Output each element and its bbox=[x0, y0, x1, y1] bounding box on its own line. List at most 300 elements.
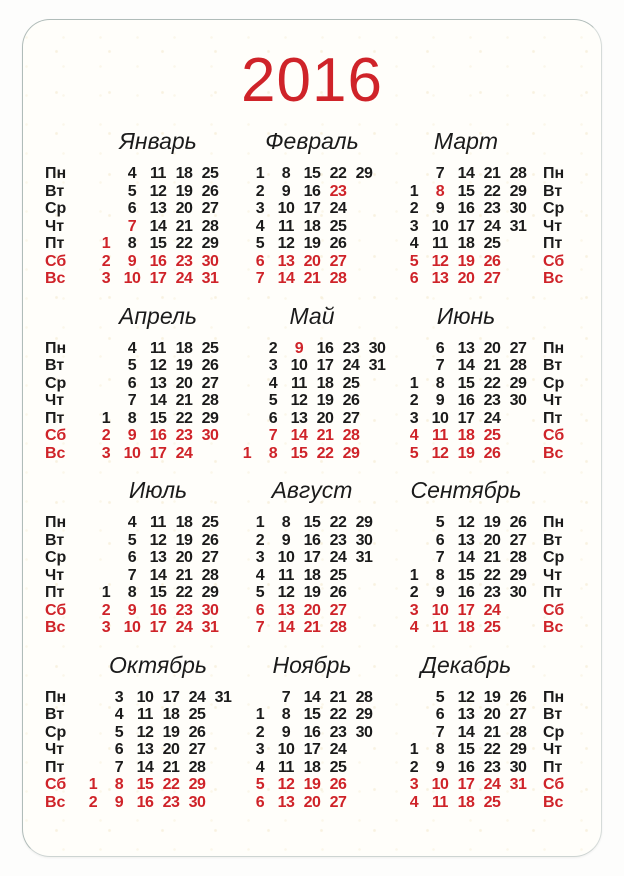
day-cell-empty bbox=[93, 183, 119, 201]
day-cell: 21 bbox=[303, 270, 321, 287]
day-cell: 8 bbox=[127, 584, 137, 601]
day-cell: 16 bbox=[457, 392, 475, 409]
day-cell: 4 bbox=[255, 758, 265, 776]
day-cell: 13 bbox=[149, 374, 167, 392]
day-cell: 11 bbox=[432, 619, 448, 636]
day-cell: 26 bbox=[509, 688, 527, 706]
month-grid bbox=[93, 340, 223, 463]
day-cell: 27 bbox=[509, 531, 527, 549]
day-cell-empty bbox=[210, 794, 236, 812]
day-cell: 8 bbox=[127, 409, 137, 427]
day-cell-empty bbox=[234, 375, 260, 393]
day-cell: 19 bbox=[175, 531, 193, 549]
week-row bbox=[401, 532, 531, 550]
day-cell: 23 bbox=[483, 758, 501, 776]
week-row bbox=[401, 706, 531, 724]
day-cell: 31 bbox=[201, 619, 219, 636]
day-cell: 5 bbox=[435, 688, 445, 706]
week-row bbox=[401, 759, 531, 777]
day-cell: 4 bbox=[114, 706, 124, 723]
day-cell: 5 bbox=[435, 514, 445, 531]
day-cell: 14 bbox=[149, 217, 167, 235]
day-cell: 22 bbox=[175, 409, 193, 427]
day-cell: 2 bbox=[101, 252, 111, 270]
day-cell: 17 bbox=[457, 217, 475, 235]
week-row bbox=[401, 514, 531, 532]
week-row bbox=[93, 445, 223, 463]
day-cell: 21 bbox=[329, 688, 347, 706]
week-row bbox=[247, 183, 377, 201]
week-row bbox=[401, 794, 531, 812]
weekday-labels-left bbox=[45, 477, 81, 637]
day-cell: 17 bbox=[303, 741, 321, 758]
day-cell: 26 bbox=[201, 357, 219, 374]
day-cell-empty bbox=[351, 794, 377, 812]
day-cell: 19 bbox=[483, 688, 501, 706]
day-cell-empty bbox=[364, 427, 390, 445]
month-октябрь bbox=[81, 652, 235, 812]
day-cell-empty bbox=[505, 445, 531, 463]
week-row bbox=[401, 619, 531, 637]
month-name: Февраль bbox=[265, 128, 359, 154]
day-cell: 27 bbox=[201, 549, 219, 566]
day-cell: 5 bbox=[255, 584, 265, 601]
day-cell: 17 bbox=[457, 601, 475, 619]
day-cell: 18 bbox=[175, 339, 193, 357]
week-row bbox=[93, 357, 223, 375]
day-cell: 15 bbox=[290, 444, 308, 462]
weekday-label: Вс bbox=[45, 793, 66, 811]
day-cell: 31 bbox=[214, 688, 232, 706]
day-cell: 21 bbox=[175, 217, 193, 235]
month-июнь bbox=[389, 303, 543, 463]
day-cell: 8 bbox=[435, 182, 445, 200]
year-title: 2016 bbox=[241, 46, 383, 115]
day-cell: 24 bbox=[483, 217, 501, 235]
weekday-label: Вт bbox=[45, 182, 65, 200]
day-cell: 1 bbox=[255, 514, 265, 531]
day-cell: 27 bbox=[509, 706, 527, 723]
day-cell: 18 bbox=[457, 793, 475, 811]
day-cell-empty bbox=[505, 794, 531, 812]
weekday-labels-spacer bbox=[543, 477, 579, 514]
month-name: Сентябрь bbox=[410, 477, 522, 503]
day-cell: 31 bbox=[201, 270, 219, 287]
day-cell: 12 bbox=[277, 776, 295, 793]
day-cell: 17 bbox=[303, 549, 321, 566]
weekday-label: Сб bbox=[45, 601, 67, 619]
day-cell: 14 bbox=[457, 549, 475, 566]
day-cell: 8 bbox=[268, 444, 278, 462]
weekday-label: Вс bbox=[543, 619, 564, 636]
day-cell: 29 bbox=[201, 584, 219, 601]
day-cell: 11 bbox=[278, 758, 294, 776]
day-cell: 24 bbox=[483, 601, 501, 619]
day-cell: 19 bbox=[457, 444, 475, 462]
week-row bbox=[401, 689, 531, 707]
day-cell: 27 bbox=[483, 270, 501, 287]
week-row bbox=[93, 270, 223, 288]
day-cell: 27 bbox=[329, 252, 347, 270]
day-cell: 8 bbox=[281, 706, 291, 723]
month-name: Май bbox=[289, 302, 335, 329]
week-row bbox=[401, 549, 531, 567]
day-cell: 25 bbox=[329, 566, 347, 584]
day-cell: 14 bbox=[457, 723, 475, 741]
week-row bbox=[93, 200, 223, 218]
weekday-labels-right bbox=[543, 303, 579, 463]
day-cell: 25 bbox=[201, 514, 219, 531]
week-row bbox=[247, 567, 377, 585]
month-июль bbox=[81, 477, 235, 637]
day-cell: 3 bbox=[255, 741, 265, 758]
weekday-label: Пт bbox=[543, 235, 563, 252]
day-cell: 19 bbox=[175, 182, 193, 200]
day-cell: 18 bbox=[175, 165, 193, 182]
weekday-label: Чт bbox=[543, 741, 563, 758]
day-cell-empty bbox=[234, 340, 260, 358]
weekday-labels-right bbox=[543, 652, 579, 812]
week-row bbox=[93, 584, 223, 602]
day-cell: 18 bbox=[175, 514, 193, 531]
day-cell: 28 bbox=[509, 723, 527, 741]
day-cell-empty bbox=[93, 392, 119, 410]
day-cell: 28 bbox=[342, 427, 360, 444]
day-cell: 26 bbox=[509, 514, 527, 531]
day-cell: 19 bbox=[303, 584, 321, 601]
day-cell-empty bbox=[351, 183, 377, 201]
week-row bbox=[247, 235, 377, 253]
day-cell: 24 bbox=[175, 444, 193, 462]
day-cell: 13 bbox=[290, 409, 308, 427]
day-cell: 26 bbox=[329, 235, 347, 252]
day-cell: 21 bbox=[483, 357, 501, 374]
day-cell: 24 bbox=[175, 619, 193, 636]
day-cell-empty bbox=[247, 689, 273, 707]
day-cell-empty bbox=[351, 253, 377, 271]
day-cell-empty bbox=[234, 392, 260, 410]
day-cell-empty bbox=[364, 375, 390, 393]
day-cell: 22 bbox=[483, 182, 501, 200]
week-row bbox=[93, 549, 223, 567]
day-cell: 24 bbox=[483, 409, 501, 427]
month-name: Ноябрь bbox=[272, 651, 352, 678]
day-cell: 5 bbox=[255, 235, 265, 252]
day-cell: 15 bbox=[149, 235, 167, 252]
weekday-labels-spacer bbox=[543, 303, 579, 340]
day-cell-empty bbox=[364, 445, 390, 463]
day-cell: 23 bbox=[329, 531, 347, 549]
weekday-label: Пт bbox=[543, 584, 563, 601]
day-cell-empty bbox=[401, 689, 427, 707]
day-cell: 30 bbox=[201, 427, 219, 444]
weekday-label: Пн bbox=[45, 165, 67, 182]
day-cell: 12 bbox=[290, 392, 308, 409]
day-cell: 17 bbox=[303, 200, 321, 217]
day-cell: 30 bbox=[368, 339, 386, 357]
week-row bbox=[247, 165, 377, 183]
week-row bbox=[247, 200, 377, 218]
day-cell: 12 bbox=[136, 723, 154, 741]
day-cell: 12 bbox=[149, 357, 167, 374]
week-row bbox=[247, 253, 377, 271]
day-cell: 21 bbox=[162, 758, 180, 776]
day-cell: 13 bbox=[149, 200, 167, 217]
day-cell: 18 bbox=[162, 706, 180, 723]
day-cell: 11 bbox=[150, 514, 166, 531]
day-cell: 28 bbox=[201, 217, 219, 235]
day-cell: 2 bbox=[255, 531, 265, 549]
day-cell: 24 bbox=[342, 357, 360, 374]
day-cell: 29 bbox=[509, 182, 527, 200]
weekday-label: Вс bbox=[543, 793, 564, 811]
weekday-label: Вт bbox=[543, 531, 563, 549]
day-cell: 19 bbox=[303, 235, 321, 252]
weekday-label: Сб bbox=[543, 776, 565, 793]
day-cell: 16 bbox=[149, 427, 167, 444]
day-cell: 18 bbox=[457, 427, 475, 444]
day-cell: 11 bbox=[150, 339, 166, 357]
day-cell-empty bbox=[210, 724, 236, 742]
calendar-card bbox=[22, 19, 602, 857]
day-cell: 22 bbox=[329, 706, 347, 723]
weekday-label: Ср bbox=[543, 549, 565, 566]
month-grid bbox=[93, 514, 223, 637]
day-cell: 6 bbox=[255, 793, 265, 811]
week-row bbox=[93, 532, 223, 550]
day-cell: 11 bbox=[432, 235, 448, 252]
day-cell: 24 bbox=[175, 270, 193, 287]
day-cell-empty bbox=[234, 410, 260, 428]
weekday-label: Чт bbox=[543, 392, 563, 409]
day-cell: 14 bbox=[136, 758, 154, 776]
day-cell: 1 bbox=[255, 165, 265, 182]
week-row bbox=[247, 759, 377, 777]
day-cell: 23 bbox=[483, 392, 501, 409]
day-cell-empty bbox=[80, 724, 106, 742]
day-cell-empty bbox=[351, 619, 377, 637]
day-cell: 31 bbox=[509, 217, 527, 235]
month-name: Август bbox=[271, 477, 353, 503]
day-cell: 5 bbox=[114, 723, 124, 741]
day-cell: 20 bbox=[303, 793, 321, 811]
day-cell: 6 bbox=[127, 549, 137, 566]
weekday-label: Пн bbox=[543, 165, 565, 182]
day-cell: 2 bbox=[101, 427, 111, 444]
weekday-label: Чт bbox=[45, 392, 65, 409]
weekday-label: Ср bbox=[45, 200, 67, 217]
day-cell: 19 bbox=[457, 252, 475, 270]
day-cell: 30 bbox=[201, 252, 219, 270]
day-cell: 10 bbox=[277, 549, 295, 566]
day-cell: 16 bbox=[303, 182, 321, 200]
day-cell: 11 bbox=[432, 793, 448, 811]
day-cell: 25 bbox=[342, 374, 360, 392]
day-cell-empty bbox=[364, 392, 390, 410]
day-cell: 2 bbox=[409, 584, 419, 601]
day-cell-empty bbox=[93, 165, 119, 183]
month-name: Июнь bbox=[436, 302, 496, 329]
week-row bbox=[93, 253, 223, 271]
day-cell: 23 bbox=[483, 584, 501, 601]
week-row bbox=[401, 567, 531, 585]
day-cell: 2 bbox=[255, 723, 265, 741]
day-cell-empty bbox=[80, 706, 106, 724]
day-cell: 19 bbox=[162, 723, 180, 741]
month-name: Январь bbox=[119, 128, 197, 154]
weekday-label: Пн bbox=[543, 688, 565, 706]
day-cell: 22 bbox=[175, 235, 193, 252]
day-cell: 23 bbox=[175, 427, 193, 444]
weekday-label: Пт bbox=[45, 409, 65, 427]
weekday-label: Ср bbox=[45, 723, 67, 741]
month-grid bbox=[247, 514, 377, 637]
day-cell: 10 bbox=[277, 200, 295, 217]
day-cell: 6 bbox=[127, 374, 137, 392]
day-cell: 15 bbox=[149, 584, 167, 601]
day-cell: 11 bbox=[432, 427, 448, 444]
day-cell: 22 bbox=[162, 776, 180, 793]
day-cell: 6 bbox=[435, 706, 445, 723]
weekday-label: Чт bbox=[45, 566, 65, 584]
week-row bbox=[80, 741, 236, 759]
week-row bbox=[80, 706, 236, 724]
day-cell: 25 bbox=[201, 339, 219, 357]
day-cell: 16 bbox=[149, 601, 167, 619]
weekday-label: Пн bbox=[543, 339, 565, 357]
day-cell: 20 bbox=[483, 339, 501, 357]
day-cell: 25 bbox=[483, 235, 501, 252]
day-cell: 14 bbox=[149, 392, 167, 409]
day-cell: 23 bbox=[483, 200, 501, 217]
day-cell: 17 bbox=[149, 619, 167, 636]
day-cell: 3 bbox=[101, 270, 111, 287]
month-апрель bbox=[81, 303, 235, 463]
day-cell: 10 bbox=[431, 776, 449, 793]
day-cell: 3 bbox=[409, 601, 419, 619]
week-row bbox=[247, 619, 377, 637]
day-cell: 1 bbox=[409, 182, 419, 200]
week-row bbox=[234, 357, 390, 375]
day-cell: 14 bbox=[457, 165, 475, 182]
day-cell: 28 bbox=[201, 392, 219, 409]
day-cell: 9 bbox=[435, 392, 445, 409]
month-февраль bbox=[235, 128, 389, 288]
month-name: Октябрь bbox=[108, 651, 208, 678]
week-row bbox=[401, 200, 531, 218]
day-cell: 19 bbox=[483, 514, 501, 531]
day-cell: 28 bbox=[509, 357, 527, 374]
week-row bbox=[93, 340, 223, 358]
day-cell: 9 bbox=[114, 793, 124, 811]
day-cell: 27 bbox=[201, 200, 219, 217]
day-cell-empty bbox=[93, 357, 119, 375]
day-cell: 20 bbox=[483, 531, 501, 549]
day-cell: 5 bbox=[127, 531, 137, 549]
day-cell-empty bbox=[401, 724, 427, 742]
day-cell: 29 bbox=[188, 776, 206, 793]
day-cell: 7 bbox=[435, 357, 445, 374]
week-row bbox=[401, 253, 531, 271]
month-grid bbox=[234, 340, 390, 463]
day-cell: 29 bbox=[509, 741, 527, 758]
day-cell: 20 bbox=[175, 200, 193, 217]
day-cell: 10 bbox=[277, 741, 295, 758]
month-band bbox=[45, 303, 579, 463]
day-cell: 7 bbox=[435, 165, 445, 182]
day-cell: 27 bbox=[329, 793, 347, 811]
week-row bbox=[247, 741, 377, 759]
day-cell: 29 bbox=[342, 444, 360, 462]
weekday-labels-right bbox=[543, 128, 579, 288]
day-cell: 7 bbox=[127, 566, 137, 584]
week-row bbox=[401, 427, 531, 445]
day-cell-empty bbox=[234, 427, 260, 445]
week-row bbox=[93, 619, 223, 637]
day-cell: 4 bbox=[268, 374, 278, 392]
day-cell: 15 bbox=[457, 741, 475, 758]
day-cell: 22 bbox=[483, 741, 501, 758]
day-cell: 26 bbox=[188, 723, 206, 741]
day-cell: 23 bbox=[342, 339, 360, 357]
day-cell: 3 bbox=[255, 549, 265, 566]
day-cell: 15 bbox=[303, 514, 321, 531]
day-cell: 14 bbox=[457, 357, 475, 374]
day-cell: 5 bbox=[127, 357, 137, 374]
month-grid bbox=[401, 514, 531, 637]
month-январь bbox=[81, 128, 235, 288]
week-row bbox=[401, 602, 531, 620]
day-cell: 22 bbox=[329, 514, 347, 531]
day-cell: 25 bbox=[329, 217, 347, 235]
day-cell: 19 bbox=[175, 357, 193, 374]
day-cell: 25 bbox=[329, 758, 347, 776]
week-row bbox=[234, 340, 390, 358]
day-cell: 20 bbox=[303, 252, 321, 270]
day-cell: 26 bbox=[483, 444, 501, 462]
day-cell: 11 bbox=[291, 374, 307, 392]
day-cell: 12 bbox=[149, 531, 167, 549]
weekday-label: Ср bbox=[45, 549, 67, 566]
week-row bbox=[234, 392, 390, 410]
weekday-label: Вс bbox=[45, 619, 66, 636]
day-cell: 7 bbox=[435, 723, 445, 741]
day-cell: 20 bbox=[316, 409, 334, 427]
day-cell: 22 bbox=[329, 165, 347, 182]
day-cell: 6 bbox=[255, 252, 265, 270]
day-cell: 4 bbox=[127, 514, 137, 531]
day-cell: 4 bbox=[409, 235, 419, 252]
day-cell-empty bbox=[210, 776, 236, 794]
day-cell: 12 bbox=[149, 182, 167, 200]
day-cell: 17 bbox=[457, 776, 475, 793]
weekday-labels-left bbox=[45, 303, 81, 463]
day-cell: 30 bbox=[188, 793, 206, 811]
day-cell-empty bbox=[80, 759, 106, 777]
day-cell: 6 bbox=[435, 531, 445, 549]
day-cell-empty bbox=[210, 759, 236, 777]
day-cell: 17 bbox=[457, 409, 475, 427]
day-cell-empty bbox=[364, 410, 390, 428]
day-cell: 21 bbox=[175, 566, 193, 584]
day-cell: 20 bbox=[175, 374, 193, 392]
day-cell: 25 bbox=[483, 619, 501, 636]
day-cell: 4 bbox=[127, 165, 137, 182]
day-cell: 16 bbox=[303, 723, 321, 741]
day-cell: 2 bbox=[409, 200, 419, 217]
day-cell: 5 bbox=[409, 444, 419, 462]
month-name: Апрель bbox=[119, 302, 197, 329]
